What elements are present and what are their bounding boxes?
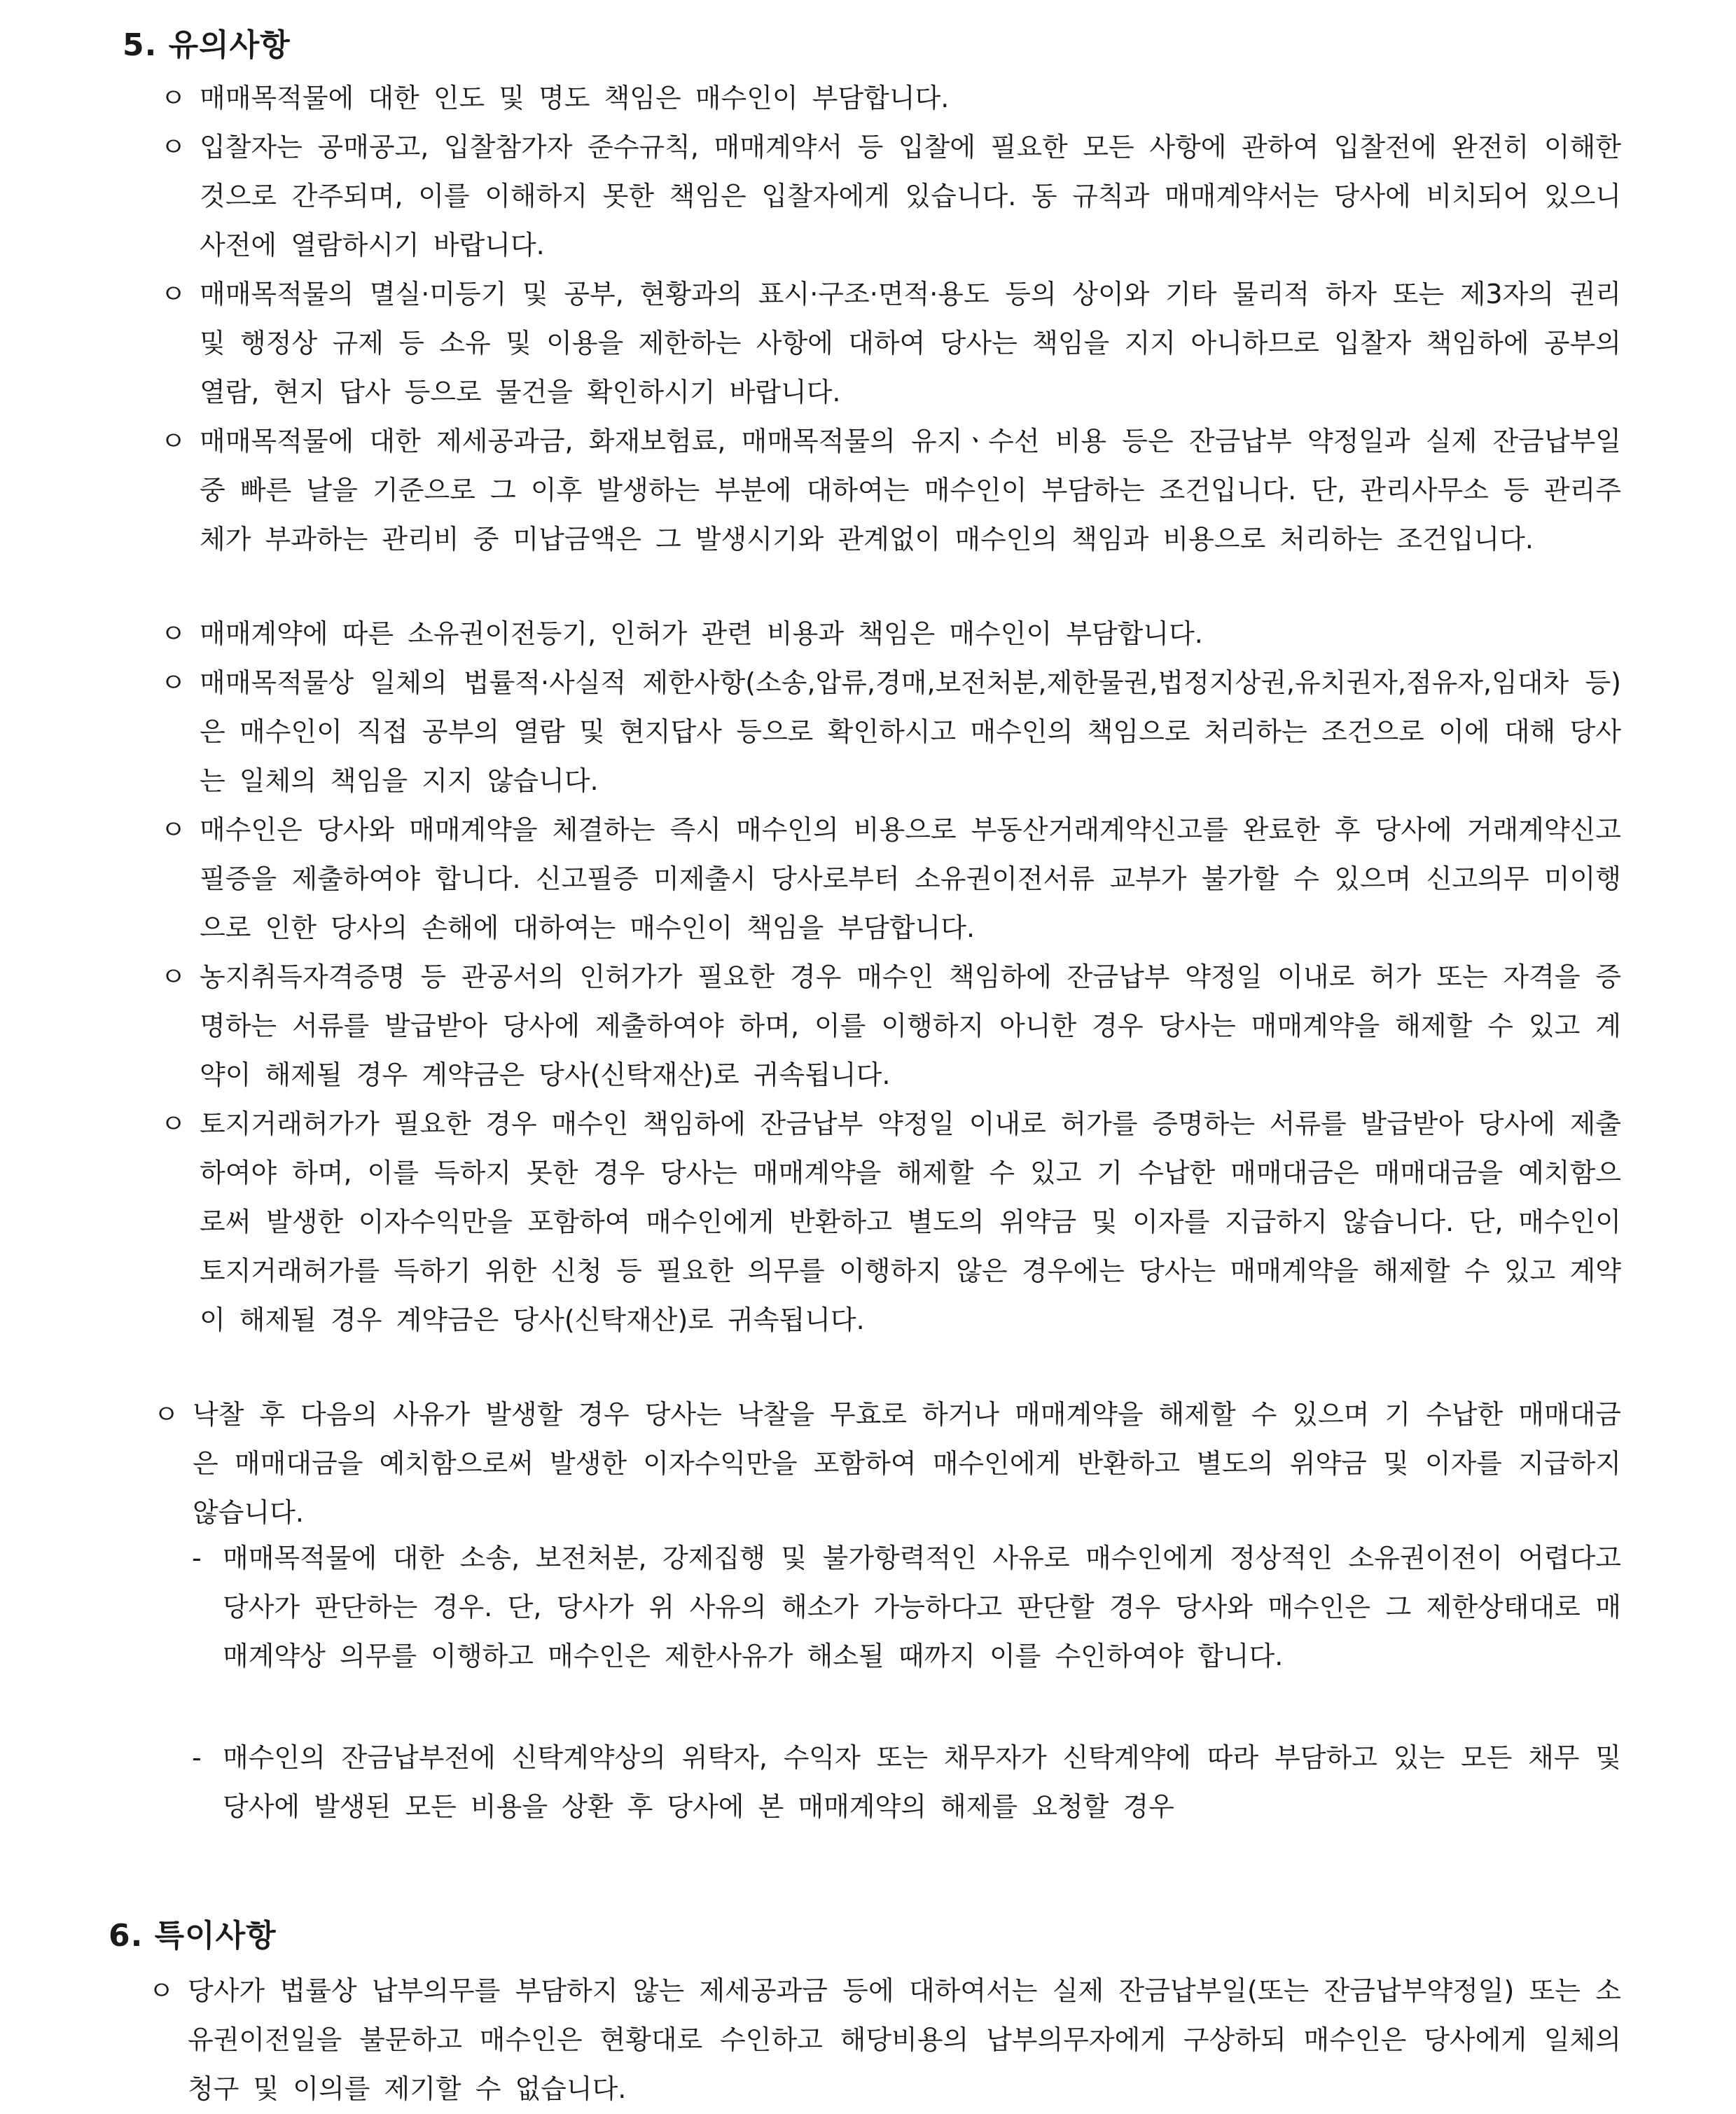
bullet-circle-icon: ㅇ: [160, 1108, 186, 1139]
section-5-heading: 5. 유의사항: [123, 27, 291, 63]
section-5-item-9: [160, 1099, 1621, 1344]
bullet-circle-icon: ㅇ: [153, 1399, 179, 1430]
dash-marker: -: [192, 1543, 202, 1573]
section-5-item-8: [160, 952, 1621, 1099]
item-text: 매매목적물상 일체의 법률적·사실적 제한사항(소송,압류,경매,보전처분,제한물권,법정지상권,유치권자,점유자,임대차 등)은 매수인이 직접 공부의 열람 및 현지답사 등으로 확인하시고 매수인의 책임으로 처리하는 조건으로 이에 대해 당사는 일체의 책임을 지지 않습니다.: [200, 667, 1621, 796]
section-5-item-10: [153, 1390, 1621, 1537]
subitem-text: 매수인의 잔금납부전에 신탁계약상의 위탁자, 수익자 또는 채무자가 신탁계약에 따라 부담하고 있는 모든 채무 및 당사에 발생된 모든 비용을 상환 후 당사에 본 매매계약의 해제를 요청할 경우: [223, 1742, 1621, 1822]
bullet-circle-icon: ㅇ: [160, 814, 186, 845]
bullet-circle-icon: ㅇ: [160, 83, 186, 113]
item-text: 당사가 법률상 납부의무를 부담하지 않는 제세공과금 등에 대하여서는 실제 잔금납부일(또는 잔금납부약정일) 또는 소유권이전일을 불문하고 매수인은 현황대로 수인하고 해당비용의 납부의무자에게 구상하되 매수인은 당사에게 일체의 청구 및 이의를 제기할 수 없습니다.: [188, 1975, 1621, 2104]
item-text: 낙찰 후 다음의 사유가 발생할 경우 당사는 낙찰을 무효로 하거나 매매계약을 해제할 수 있으며 기 수납한 매매대금은 매매대금을 예치함으로써 발생한 이자수익만을 포함하여 매수인에게 반환하고 별도의 위약금 및 이자를 지급하지 않습니다.: [193, 1399, 1621, 1528]
section-5-item-1: [160, 74, 1621, 123]
section-5-subitem-1: [192, 1534, 1621, 1681]
bullet-circle-icon: ㅇ: [148, 1975, 174, 2006]
item-text: 농지취득자격증명 등 관공서의 인허가가 필요한 경우 매수인 책임하에 잔금납부 약정일 이내로 허가 또는 자격을 증명하는 서류를 발급받아 당사에 제출하여야 하며, 이를 이행하지 아니한 경우 당사는 매매계약을 해제할 수 있고 계약이 해제될 경우 계약금은 당사(신탁재산)로 귀속됩니다.: [200, 961, 1621, 1090]
bullet-circle-icon: ㅇ: [160, 961, 186, 992]
item-text: 매매계약에 따른 소유권이전등기, 인허가 관련 비용과 책임은 매수인이 부담합니다.: [200, 618, 1203, 649]
section-5-item-6: [160, 658, 1621, 805]
bullet-circle-icon: ㅇ: [160, 132, 186, 162]
section-6-item-1: [148, 1966, 1621, 2113]
item-text: 매매목적물에 대한 인도 및 명도 책임은 매수인이 부담합니다.: [200, 83, 950, 113]
section-5-item-4: [160, 417, 1621, 564]
section-5-item-3: [160, 270, 1621, 417]
section-6-heading: 6. 특이사항: [109, 1918, 277, 1954]
item-text: 토지거래허가가 필요한 경우 매수인 책임하에 잔금납부 약정일 이내로 허가를 증명하는 서류를 발급받아 당사에 제출하여야 하며, 이를 득하지 못한 경우 당사는 매매계약을 해제할 수 있고 기 수납한 매매대금은 매매대금을 예치함으로써 발생한 이자수익만을 포함하여 매수인에게 반환하고 별도의 위약금 및 이자를 지급하지 않습니다. 단, 매수인이 토지거래허가를 득하기 위한 신청 등 필요한 의무를 이행하지 않은 경우에는 당사는 매매계약을 해제할 수 있고 계약이 해제될 경우 계약금은 당사(신탁재산)로 귀속됩니다.: [200, 1108, 1621, 1335]
item-text: 입찰자는 공매공고, 입찰참가자 준수규칙, 매매계약서 등 입찰에 필요한 모든 사항에 관하여 입찰전에 완전히 이해한 것으로 간주되며, 이를 이해하지 못한 책임은 입찰자에게 있습니다. 동 규칙과 매매계약서는 당사에 비치되어 있으니 사전에 열람하시기 바랍니다.: [200, 132, 1621, 260]
bullet-circle-icon: ㅇ: [160, 667, 186, 698]
subitem-text: 매매목적물에 대한 소송, 보전처분, 강제집행 및 불가항력적인 사유로 매수인에게 정상적인 소유권이전이 어렵다고 당사가 판단하는 경우. 단, 당사가 위 사유의 해소가 가능하다고 판단할 경우 당사와 매수인은 그 제한상태대로 매매계약상 의무를 이행하고 매수인은 제한사유가 해소될 때까지 이를 수인하여야 합니다.: [223, 1543, 1621, 1671]
section-5-item-7: [160, 805, 1621, 952]
item-text: 매매목적물의 멸실·미등기 및 공부, 현황과의 표시·구조·면적·용도 등의 상이와 기타 물리적 하자 또는 제3자의 권리 및 행정상 규제 등 소유 및 이용을 제한하는 사항에 대하여 당사는 책임을 지지 아니하므로 입찰자 책임하에 공부의 열람, 현지 답사 등으로 물건을 확인하시기 바랍니다.: [200, 279, 1621, 408]
section-5-subitem-2: [192, 1733, 1621, 1831]
bullet-circle-icon: ㅇ: [160, 426, 186, 457]
item-text: 매수인은 당사와 매매계약을 체결하는 즉시 매수인의 비용으로 부동산거래계약신고를 완료한 후 당사에 거래계약신고필증을 제출하여야 합니다. 신고필증 미제출시 당사로부터 소유권이전서류 교부가 불가할 수 있으며 신고의무 미이행으로 인한 당사의 손해에 대하여는 매수인이 책임을 부담합니다.: [200, 814, 1621, 943]
bullet-circle-icon: ㅇ: [160, 618, 186, 649]
section-5-item-5: [160, 609, 1621, 658]
item-text: 매매목적물에 대한 제세공과금, 화재보험료, 매매목적물의 유지ㆍ수선 비용 등은 잔금납부 약정일과 실제 잔금납부일 중 빠른 날을 기준으로 그 이후 발생하는 부분에 대하여는 매수인이 부담하는 조건입니다. 단, 관리사무소 등 관리주체가 부과하는 관리비 중 미납금액은 그 발생시기와 관계없이 매수인의 책임과 비용으로 처리하는 조건입니다.: [200, 426, 1621, 555]
bullet-circle-icon: ㅇ: [160, 279, 186, 310]
section-5-item-2: [160, 123, 1621, 270]
dash-marker: -: [192, 1742, 202, 1773]
